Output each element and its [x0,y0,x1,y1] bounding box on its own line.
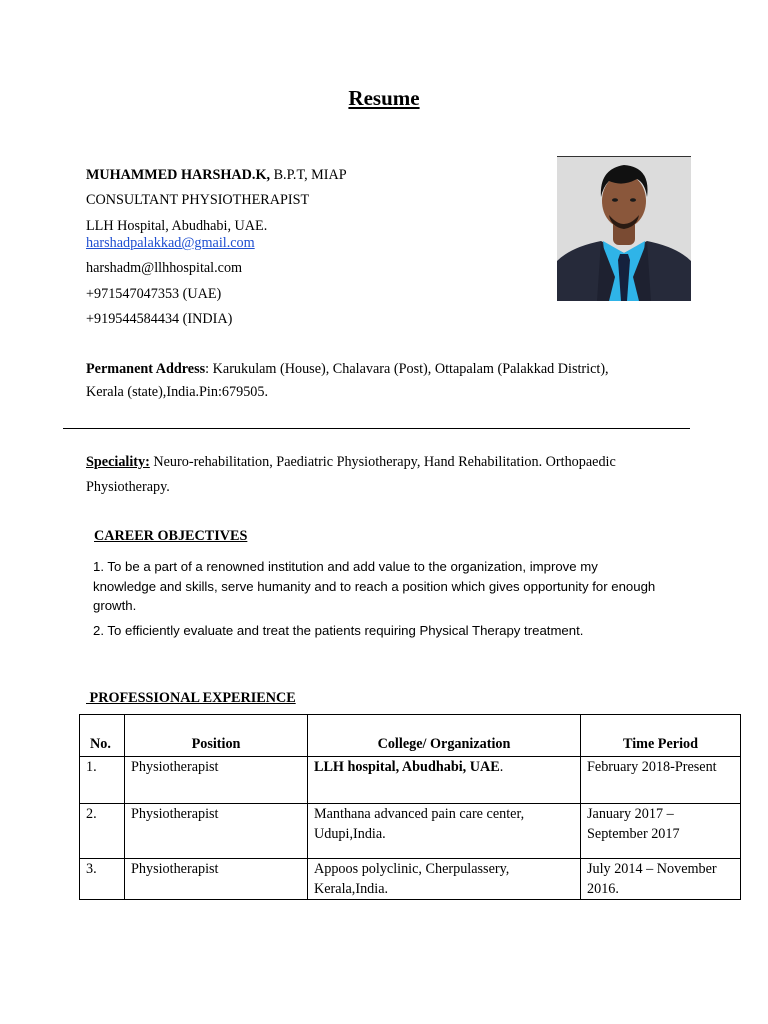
career-objectives-heading: CAREER OBJECTIVES [94,528,248,544]
row-position: Physiotherapist [125,757,308,804]
address-text-line2: Kerala (state),India.Pin:679505. [86,384,269,400]
row-position: Physiotherapist [125,859,308,900]
phone-india: +919544584434 (INDIA) [86,311,233,327]
workplace: LLH Hospital, Abudhabi, UAE. [86,218,268,234]
table-header-row [80,715,741,757]
row-number: 3. [80,859,125,900]
address-text: : Karukulam (House), Chalavara (Post), Ottapalam (Palakkad District), [205,361,609,377]
row-organization [308,757,581,804]
row-organization-suffix: . [499,759,504,775]
objective-item-1: 1. To be a part of a renowned institution and add value to the organization, improve my knowledge and skills, serve humanity and to reach a position which gives opportunity for enough growth. [93,559,656,613]
document-title: Resume [348,86,420,110]
row-position: Physiotherapist [125,804,308,859]
speciality [86,453,616,471]
candidate-name: MUHAMMED HARSHAD.K, [86,167,271,183]
objective-item-2: 2. To efficiently evaluate and treat the patients requiring Physical Therapy treatment. [93,623,584,638]
personal-email-link[interactable]: harshadpalakkad@gmail.com [86,235,255,251]
speciality-text-line2: Physiotherapy. [86,479,170,495]
professional-experience-heading: PROFESSIONAL EXPERIENCE [86,690,296,706]
column-header-organization: College/ Organization [308,715,581,757]
table-row [80,804,741,859]
section-divider [63,428,690,429]
column-header-time-period: Time Period [581,715,741,757]
address-label: Permanent Address [86,361,206,377]
column-header-no: No. [80,715,125,757]
designation: CONSULTANT PHYSIOTHERAPIST [86,192,310,208]
profile-photo [557,156,691,301]
permanent-address [86,360,609,378]
table-row [80,859,741,900]
table-row [80,757,741,804]
row-organization: Appoos polyclinic, Cherpulassery, Kerala,India. [308,859,581,900]
row-organization: Manthana advanced pain care center, Udupi,India. [308,804,581,859]
speciality-label: Speciality: [86,454,150,470]
profile-photo-illustration [557,157,691,301]
row-number: 2. [80,804,125,859]
row-organization-name: LLH hospital, Abudhabi, UAE [314,759,500,775]
row-time-period: July 2014 – November 2016. [581,859,741,900]
work-email: harshadm@llhhospital.com [86,260,243,276]
experience-table [79,714,741,900]
speciality-text: Neuro-rehabilitation, Paediatric Physiotherapy, Hand Rehabilitation. Orthopaedic [149,454,616,470]
name-line [86,166,347,184]
row-time-period: January 2017 – September 2017 [581,804,741,859]
column-header-position: Position [125,715,308,757]
phone-uae: +971547047353 (UAE) [86,286,222,302]
candidate-credentials: B.P.T, MIAP [270,167,347,183]
row-time-period: February 2018-Present [581,757,741,804]
row-number: 1. [80,757,125,804]
